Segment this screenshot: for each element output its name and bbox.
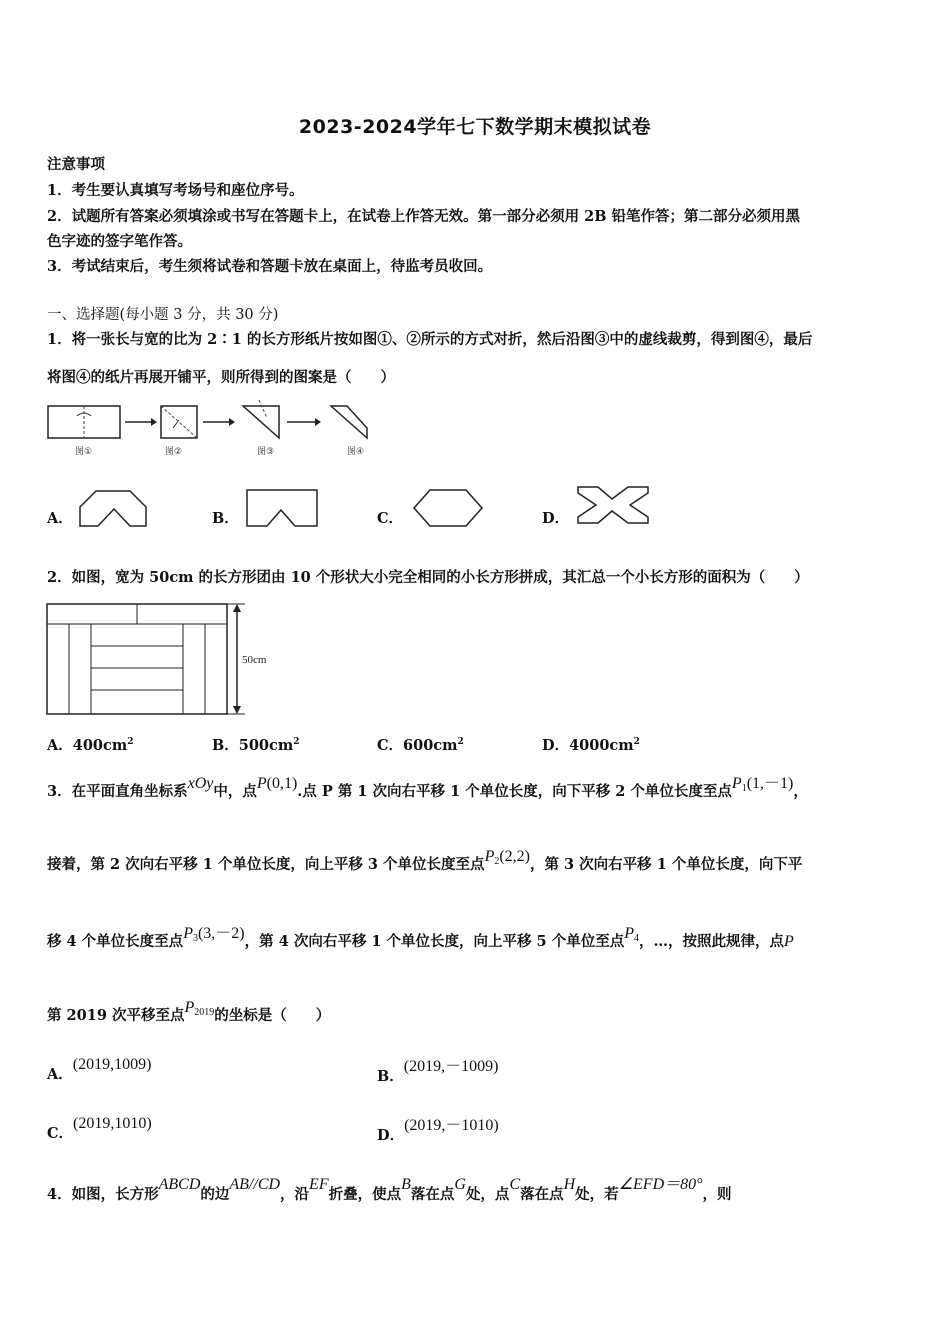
notice-item: 3．考试结束后，考生须将试卷和答题卡放在桌面上，待监考员收回。 <box>47 258 493 275</box>
option-c-sup: 2 <box>457 737 464 748</box>
section-heading: 一、选择题(每小题 3 分，共 30 分) <box>47 307 279 323</box>
option-a-label: A．400cm <box>47 737 128 754</box>
option-b[interactable]: B．(2019,－1009) <box>377 1058 499 1085</box>
option-a-shape <box>78 487 152 529</box>
option-b-shape <box>245 488 321 530</box>
q4-text: 4．如图，长方形ABCD的边AB//CD，沿EF折叠，使点B落在点G处，点C落在点H处，若∠EFD＝80°，则 <box>47 1176 732 1203</box>
option-c[interactable]: C． <box>377 510 404 527</box>
q3-line2: 接着，第 2 次向右平移 1 个单位长度，向上平移 3 个单位长度至点$P_2(2,2)$，第 3 次向右平移 1 个单位长度，向下平 <box>47 848 803 873</box>
option-d[interactable]: D．(2019,－1010) <box>377 1117 499 1144</box>
option-b-label: B．500cm <box>212 737 294 754</box>
notice-item: 2．试题所有答案必须填涂或书写在答题卡上，在试卷上作答无效。第一部分必须用 2B 铅笔作答；第二部分必须用黑 <box>47 208 801 225</box>
option-d-shape <box>576 485 652 527</box>
q3-line4: 第 2019 次平移至点$P_{2019}$的坐标是（ ） <box>47 999 331 1024</box>
option-b-sup: 2 <box>293 737 300 748</box>
q1-text: 将图④的纸片再展开铺平，则所得到的图案是（ ） <box>47 369 395 386</box>
option-c-label: C．600cm <box>377 737 458 754</box>
option-d[interactable] <box>542 734 640 755</box>
q3-line3: 移 4 个单位长度至点$P_3(3,-2)$，第 4 次向右平移 1 个单位长度，向上平移 5 个单位至点$P_4$，…，按照此规律，点P <box>47 925 794 950</box>
notice-heading: 注意事项 <box>47 156 105 173</box>
q1-fold-figure <box>45 398 385 460</box>
option-c-shape <box>412 488 488 530</box>
option-a[interactable] <box>47 734 133 755</box>
q2-text: 2．如图，宽为 50cm 的长方形团由 10 个形状大小完全相同的小长方形拼成，其汇总一个小长方形的面积为（ ） <box>47 569 809 586</box>
fig-label: 图② <box>165 447 183 457</box>
option-d-sup: 2 <box>633 737 640 748</box>
option-b[interactable]: B． <box>212 510 239 527</box>
fig-label: 图④ <box>347 447 365 457</box>
fig-label: 图① <box>75 447 93 457</box>
notice-item: 色字迹的签字笔作答。 <box>47 233 192 250</box>
option-b[interactable] <box>212 734 299 755</box>
q2-rectangle-figure <box>45 600 285 720</box>
option-a[interactable]: A．(2019,1009) <box>47 1056 152 1083</box>
q3-line1: 3．在平面直角坐标系xOy中，点P(0,1).点 P 第 1 次向右平移 1 个单位长度，向下平移 2 个单位长度至点$P_1(1,-1)$， <box>47 775 808 800</box>
option-a[interactable]: A． <box>47 510 73 527</box>
option-a-sup: 2 <box>127 737 134 748</box>
fig-label: 图③ <box>257 447 275 457</box>
option-c[interactable] <box>377 734 464 755</box>
page-title: 2023-2024学年七下数学期末模拟试卷 <box>298 116 652 138</box>
notice-item: 1．考生要认真填写考场号和座位序号。 <box>47 182 304 199</box>
q1-text: 1．将一张长与宽的比为 2∶1 的长方形纸片按如图①、②所示的方式对折，然后沿图③中的虚线裁剪，得到图④，最后 <box>47 331 813 348</box>
q2-dimension-label: 50cm <box>242 654 267 666</box>
option-d-label: D．4000cm <box>542 737 634 754</box>
option-c[interactable]: C．(2019,1010) <box>47 1115 152 1142</box>
option-d[interactable]: D． <box>542 510 570 527</box>
